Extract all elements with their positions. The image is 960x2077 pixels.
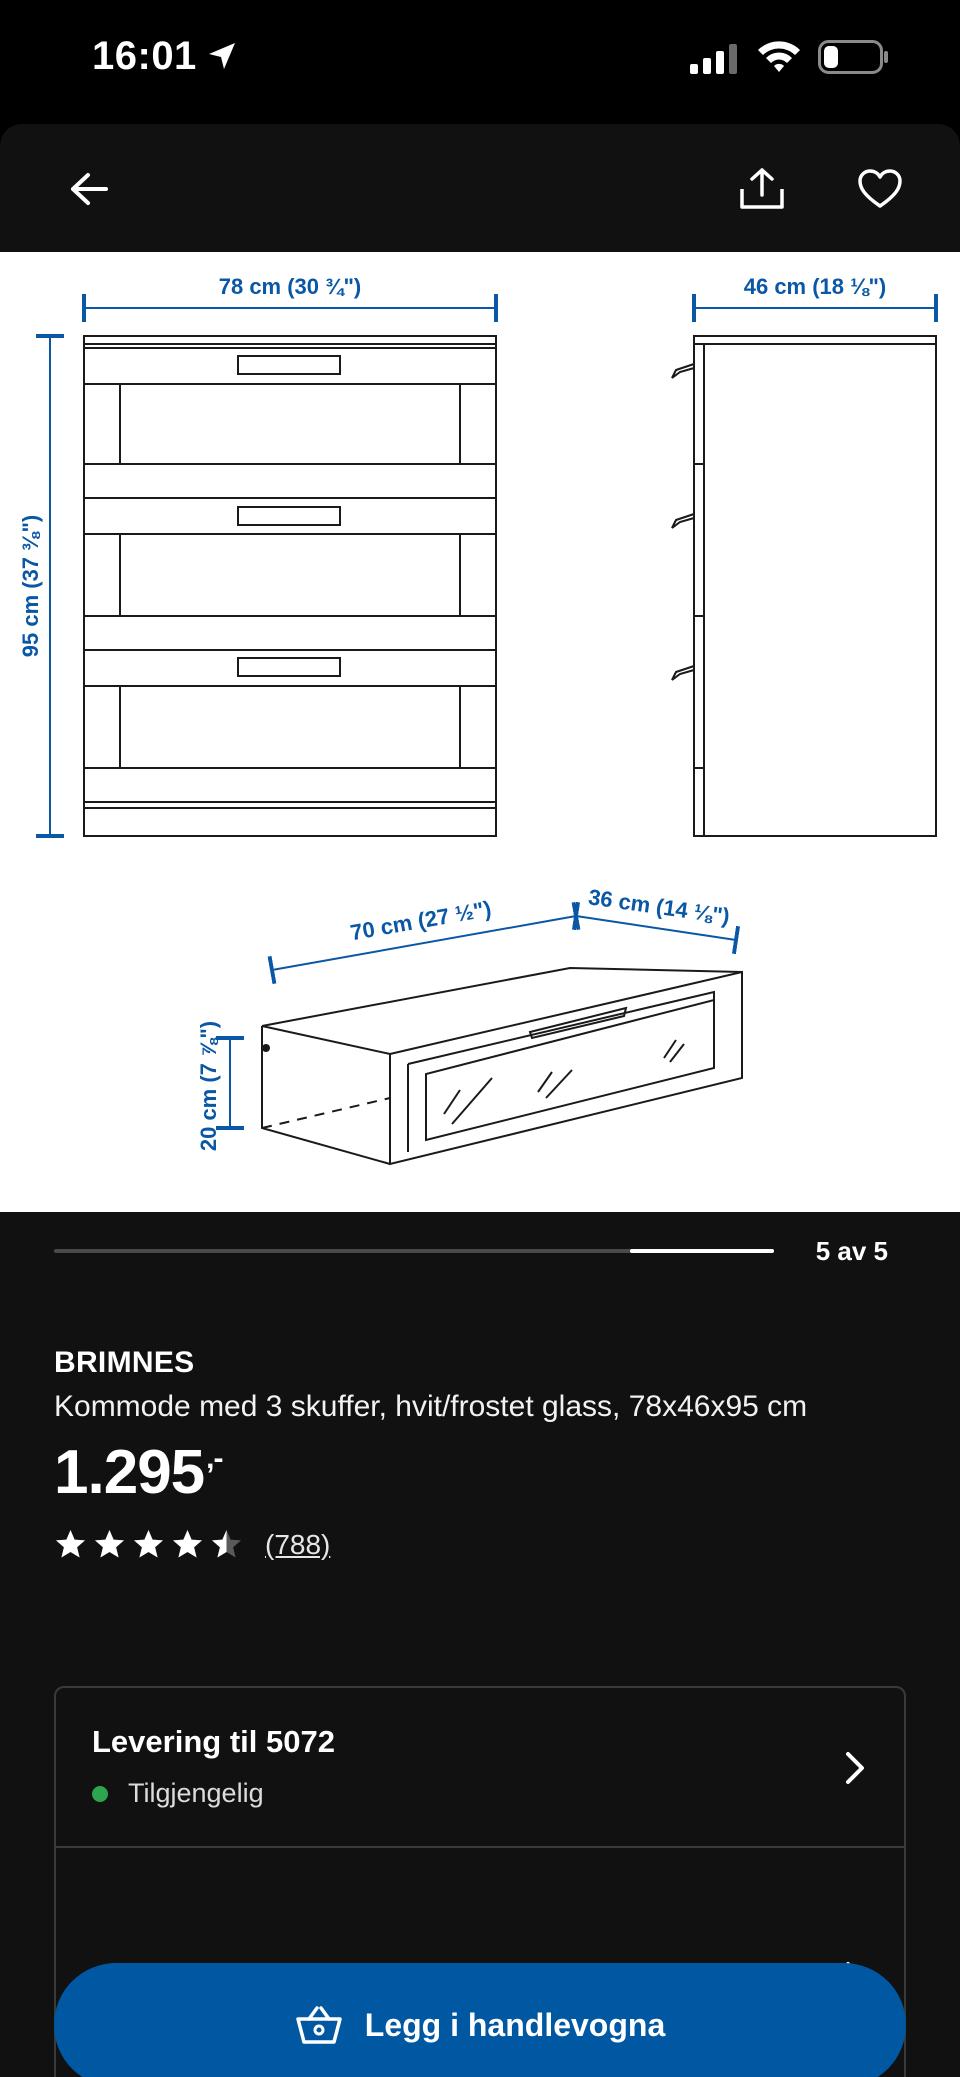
cellular-signal-icon xyxy=(690,44,740,74)
star-full-icon xyxy=(54,1528,87,1561)
image-carousel-indicator xyxy=(0,1212,960,1292)
wifi-icon xyxy=(756,38,802,74)
heart-icon xyxy=(858,169,902,209)
product-sheet xyxy=(0,124,960,2077)
back-button[interactable] xyxy=(54,154,124,224)
star-full-icon xyxy=(132,1528,165,1561)
carousel-track[interactable] xyxy=(54,1249,774,1253)
location-arrow-icon xyxy=(206,40,238,72)
status-bar xyxy=(0,0,960,118)
review-count-link[interactable]: (788) xyxy=(265,1528,331,1560)
status-dot xyxy=(92,1786,108,1802)
carousel-counter: 5 av 5 xyxy=(815,1236,888,1266)
product-image[interactable] xyxy=(0,252,960,1212)
product-price xyxy=(54,1438,914,1507)
share-button[interactable] xyxy=(727,154,797,224)
drawer-depth-label: 36 cm (14 ⅛") xyxy=(586,884,732,929)
product-name: BRIMNES xyxy=(54,1346,195,1379)
status-time: 16:01 xyxy=(92,34,197,78)
drawer-height-label: 20 cm (7 ⅞") xyxy=(196,1020,221,1152)
delivery-option[interactable] xyxy=(56,1688,904,1848)
depth-label: 46 cm (18 ⅛") xyxy=(743,274,887,299)
carousel-progress xyxy=(630,1249,774,1253)
width-label: 78 cm (30 ¾") xyxy=(218,274,362,299)
add-to-cart-label: Legg i handlevogna xyxy=(364,2006,666,2043)
dimension-labels xyxy=(0,252,960,1212)
star-full-icon xyxy=(93,1528,126,1561)
delivery-status-text: Tilgjengelig xyxy=(128,1778,264,1808)
delivery-title: Levering til 5072 xyxy=(92,1724,335,1759)
add-to-cart-button[interactable] xyxy=(54,1963,906,2077)
price-suffix: ,- xyxy=(206,1442,223,1475)
nav-bar xyxy=(0,124,960,252)
product-description: Kommode med 3 skuffer, hvit/frostet glass, 78x46x95 cm xyxy=(54,1390,808,1423)
product-info xyxy=(54,1346,914,1561)
price-value: 1.295 xyxy=(54,1438,205,1507)
rating-row[interactable] xyxy=(54,1528,914,1561)
star-half-icon xyxy=(210,1528,243,1561)
battery-low-icon xyxy=(818,40,890,74)
delivery-status xyxy=(92,1778,264,1809)
share-icon xyxy=(738,167,786,211)
chevron-right-icon xyxy=(842,1750,870,1786)
height-label: 95 cm (37 ⅜") xyxy=(18,514,43,658)
star-full-icon xyxy=(171,1528,204,1561)
favorite-button[interactable] xyxy=(845,154,915,224)
shopping-basket-icon xyxy=(295,2005,343,2045)
rating-stars xyxy=(54,1528,243,1561)
arrow-left-icon xyxy=(68,171,110,207)
drawer-width-label: 70 cm (27 ½") xyxy=(348,895,494,946)
